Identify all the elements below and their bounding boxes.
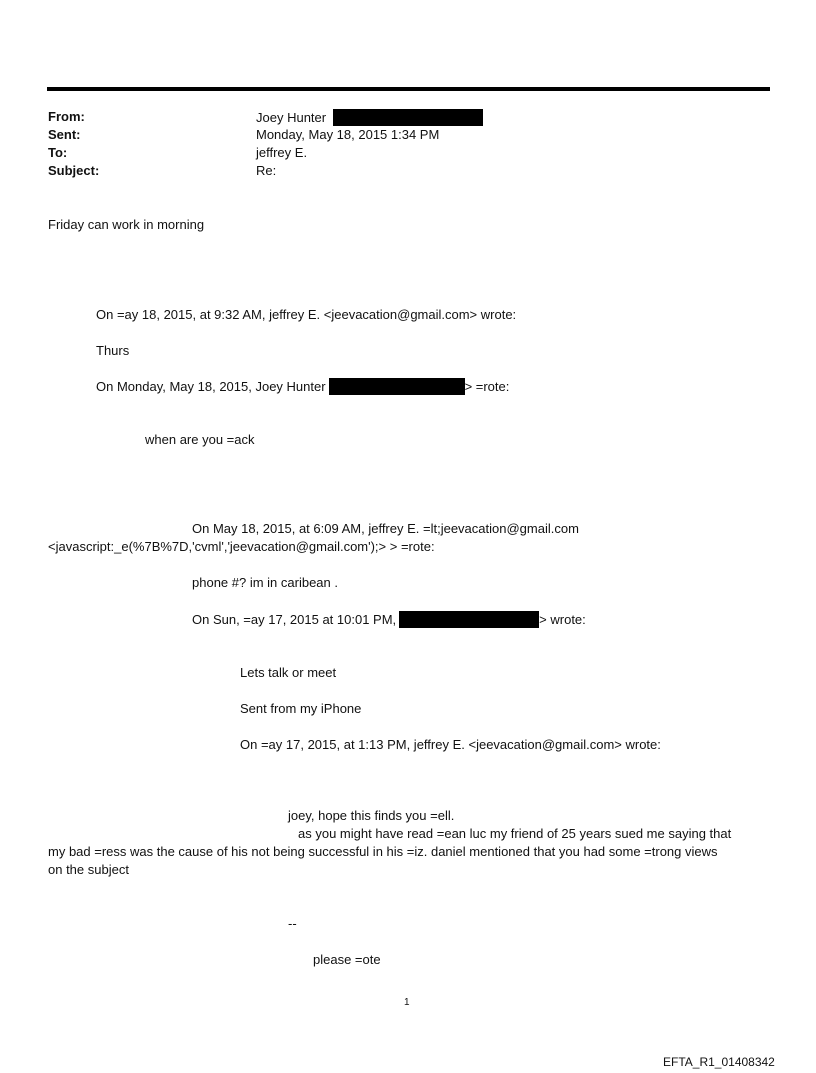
from-label: From: xyxy=(48,109,85,124)
signature-dashes: -- xyxy=(288,916,297,931)
quote2-header xyxy=(96,378,509,395)
sent-label: Sent: xyxy=(48,127,81,142)
quote3-header-line1: On May 18, 2015, at 6:09 AM, jeffrey E. =lt;jeevacation@gmail.com xyxy=(192,521,579,536)
subject-value: Re: xyxy=(256,163,277,178)
quote2-header-suffix: > =rote: xyxy=(464,379,510,394)
quote4-header-suffix: > wrote: xyxy=(539,612,586,627)
quote4-text2: Sent from my iPhone xyxy=(240,701,362,716)
quote1-header: On =ay 18, 2015, at 9:32 AM, jeffrey E. <jeevacation@gmail.com> wrote: xyxy=(96,307,517,322)
quote5-line2: as you might have read =ean luc my friend of 25 years sued me saying that xyxy=(298,826,732,841)
quote4-header xyxy=(192,611,586,628)
redaction-box xyxy=(333,109,483,126)
to-label: To: xyxy=(48,145,68,160)
quote5-line1: joey, hope this finds you =ell. xyxy=(288,808,455,823)
from-value xyxy=(256,109,483,126)
quote1-text: Thurs xyxy=(96,343,130,358)
quote4-text1: Lets talk or meet xyxy=(240,665,337,680)
closing-line: please =ote xyxy=(313,952,381,967)
document-id: EFTA_R1_01408342 xyxy=(663,1055,775,1069)
quote2-text: when are you =ack xyxy=(145,432,255,447)
quote4-header-prefix: On Sun, =ay 17, 2015 at 10:01 PM, xyxy=(192,612,397,627)
subject-label: Subject: xyxy=(48,163,100,178)
reply-line: Friday can work in morning xyxy=(48,217,205,232)
quote5-line3: my bad =ress was the cause of his not being successful in his =iz. daniel mentioned that you had some =trong views xyxy=(48,844,718,859)
quote3-text: phone #? im in caribean . xyxy=(192,575,338,590)
redaction-box xyxy=(399,611,539,628)
redaction-box xyxy=(329,378,465,395)
quote2-header-prefix: On Monday, May 18, 2015, Joey Hunter xyxy=(96,379,326,394)
sender-name: Joey Hunter xyxy=(256,110,327,125)
quote3-header-line2: <javascript:_e(%7B%7D,'cvml','jeevacation@gmail.com');> > =rote: xyxy=(48,539,435,554)
quote5-line4: on the subject xyxy=(48,862,129,877)
quote5-header: On =ay 17, 2015, at 1:13 PM, jeffrey E. <jeevacation@gmail.com> wrote: xyxy=(240,737,661,752)
header-rule xyxy=(47,87,770,91)
page-number: 1 xyxy=(404,997,410,1008)
sent-value: Monday, May 18, 2015 1:34 PM xyxy=(256,127,440,142)
to-value: jeffrey E. xyxy=(256,145,308,160)
